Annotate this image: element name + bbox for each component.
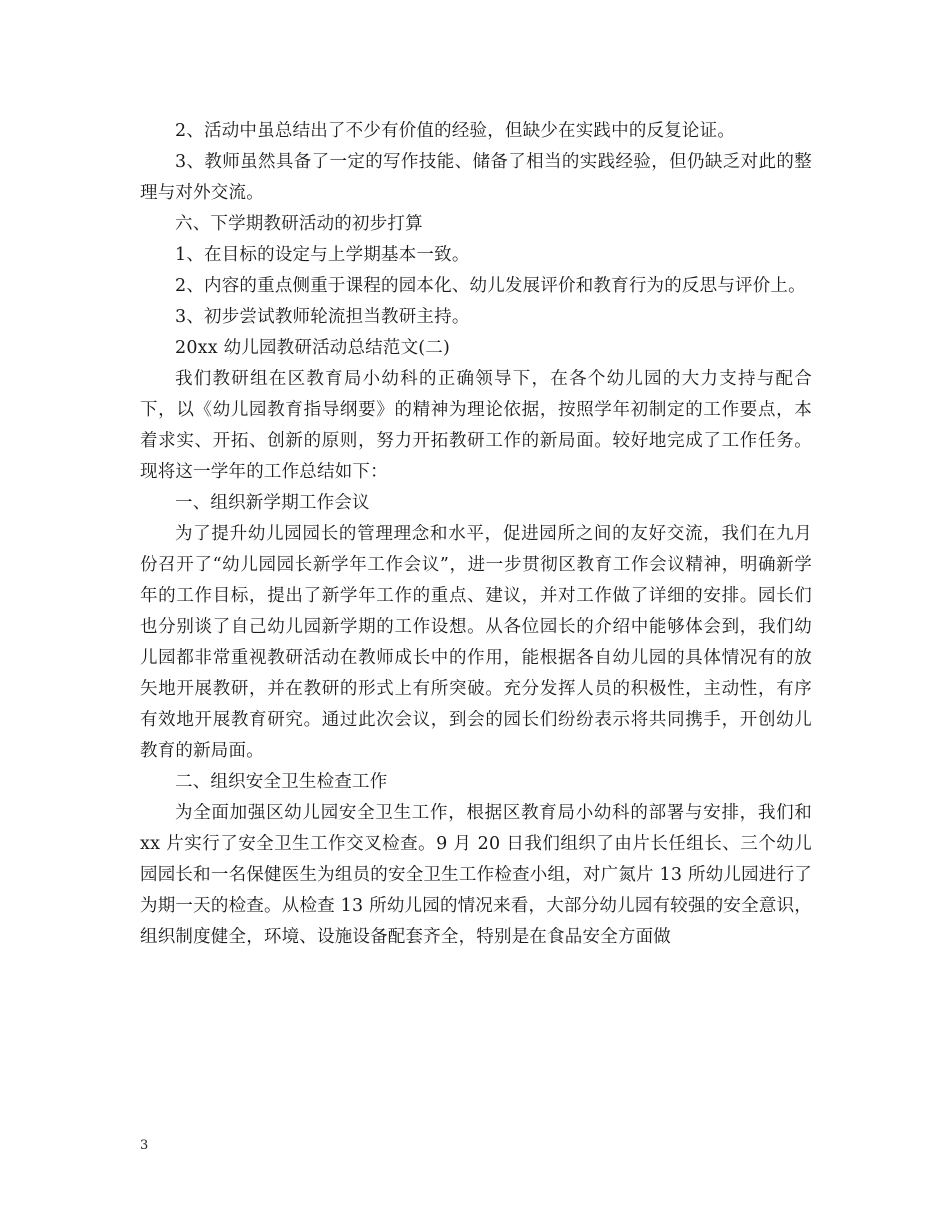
paragraph: 为全面加强区幼儿园安全卫生工作，根据区教育局小幼科的部署与安排，我们和 xx 片实行了安全卫生工作交叉检查。9 月 20 日我们组织了由片长任组长、三个幼儿园园长和一名保健医生为组员的安全卫生工作检查小组，对广氮片 13 所幼儿园进行了为期一天的检查。从检查 13 所幼儿园的情况来看，大部分幼儿园有较强的安全意识，组织制度健全，环境、设施设备配套齐全，特别是在食品安全方面做 xyxy=(140,803,812,947)
document-title: 20xx 幼儿园教研活动总结范文(二) xyxy=(175,338,451,358)
paragraph: 3、初步尝试教师轮流担当教研主持。 xyxy=(175,307,470,327)
paragraph: 2、内容的重点侧重于课程的园本化、幼儿发展评价和教育行为的反思与评价上。 xyxy=(175,276,806,296)
paragraph: 为了提升幼儿园园长的管理理念和水平，促进园所之间的友好交流，我们在九月份召开了“幼儿园园长新学年工作会议”，进一步贯彻区教育工作会议精神，明确新学年的工作目标，提出了新学年工作的重点、建议，并对工作做了详细的安排。园长们也分别谈了自己幼儿园新学期的工作设想。从各位园长的介绍中能够体会到，我们幼儿园都非常重视教研活动在教师成长中的作用，能根据各自幼儿园的具体情况有的放矢地开展教研，并在教研的形式上有所突破。充分发挥人员的积极性，主动性，有序有效地开展教育研究。通过此次会议，到会的园长们纷纷表示将共同携手，开创幼儿教育的新局面。 xyxy=(140,524,812,761)
paragraph: 我们教研组在区教育局小幼科的正确领导下，在各个幼儿园的大力支持与配合下，以《幼儿园教育指导纲要》的精神为理论依据，按照学年初制定的工作要点，本着求实、开拓、创新的原则，努力开拓教研工作的新局面。较好地完成了工作任务。现将这一学年的工作总结如下： xyxy=(140,369,812,482)
paragraph: 3、教师虽然具备了一定的写作技能、储备了相当的实践经验，但仍缺乏对此的整理与对外交流。 xyxy=(140,152,812,203)
paragraph: 2、活动中虽总结出了不少有价值的经验，但缺少在实践中的反复论证。 xyxy=(175,121,736,141)
section-heading: 一、组织新学期工作会议 xyxy=(175,493,370,513)
section-heading: 六、下学期教研活动的初步打算 xyxy=(175,214,423,234)
document-body xyxy=(140,116,812,953)
section-heading: 二、组织安全卫生检查工作 xyxy=(175,772,388,792)
page-number: 3 xyxy=(140,1138,149,1153)
paragraph: 1、在目标的设定与上学期基本一致。 xyxy=(175,245,470,265)
